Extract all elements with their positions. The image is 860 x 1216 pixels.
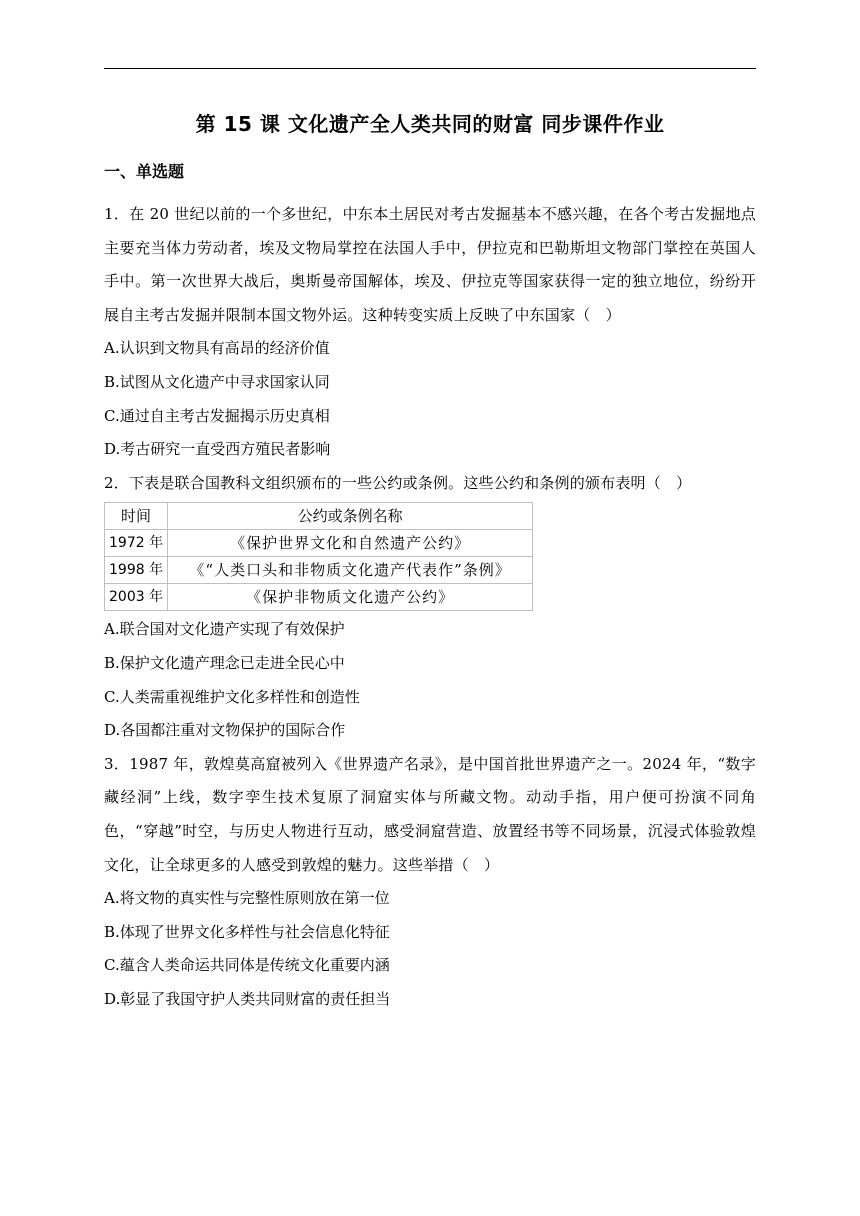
table-cell-name: 《保护非物质文化遗产公约》 — [168, 584, 533, 611]
table-header-year: 时间 — [105, 503, 168, 530]
table-row — [105, 557, 533, 584]
table-cell-year: 1972 年 — [105, 530, 168, 557]
table-cell-year: 2003 年 — [105, 584, 168, 611]
question-stem: 1．在 20 世纪以前的一个多世纪，中东本土居民对考古发掘基本不感兴趣，在各个考古发掘地点主要充当体力劳动者，埃及文物局掌控在法国人手中，伊拉克和巴勒斯坦文物部门掌控在英国人手中。第一次世界大战后，奥斯曼帝国解体，埃及、伊拉克等国家获得一定的独立地位，纷纷开展自主考古发掘并限制本国文物外运。这种转变实质上反映了中东国家（ ） — [104, 205, 756, 324]
conventions-table-wrapper — [104, 500, 756, 613]
section-heading: 一、单选题 — [104, 162, 185, 181]
table-cell-name: 《“人类口头和非物质文化遗产代表作”条例》 — [168, 557, 533, 584]
table-cell-name: 《保护世界文化和自然遗产公约》 — [168, 530, 533, 557]
question-stem: 2．下表是联合国教科文组织颁布的一些公约或条例。这些公约和条例的颁布表明（ ） — [104, 473, 692, 492]
option-c: C.通过自主考古发掘揭示历史真相 — [104, 406, 330, 425]
option-a: A.联合国对文化遗产实现了有效保护 — [104, 620, 345, 639]
question-3 — [104, 748, 756, 1017]
question-2 — [104, 467, 756, 748]
option-b: B.试图从文化遗产中寻求国家认同 — [104, 372, 330, 391]
option-c: C.人类需重视维护文化多样性和创造性 — [104, 687, 360, 706]
conventions-table — [104, 502, 533, 611]
question-list — [104, 198, 756, 1016]
option-d: D.考古研究一直受西方殖民者影响 — [104, 440, 331, 459]
option-d: D.各国都注重对文物保护的国际合作 — [104, 721, 346, 740]
table-row — [105, 584, 533, 611]
question-1 — [104, 198, 756, 467]
table-header-name: 公约或条例名称 — [168, 503, 533, 530]
option-a: A.将文物的真实性与完整性原则放在第一位 — [104, 889, 390, 908]
option-b: B.体现了世界文化多样性与社会信息化特征 — [104, 922, 390, 941]
question-stem: 3．1987 年，敦煌莫高窟被列入《世界遗产名录》，是中国首批世界遗产之一。2024 年，“数字藏经洞”上线，数字孪生技术复原了洞窟实体与所藏文物。动动手指，用户便可扮演不同角色，“穿越”时空，与历史人物进行互动，感受洞窟营造、放置经书等不同场景，沉浸式体验敦煌文化，让全球更多的人感受到敦煌的魅力。这些举措（ ） — [104, 754, 756, 874]
table-header-row — [105, 503, 533, 530]
option-b: B.保护文化遗产理念已走进全民心中 — [104, 653, 345, 672]
table-row — [105, 530, 533, 557]
option-a: A.认识到文物具有高昂的经济价值 — [104, 339, 330, 358]
table-cell-year: 1998 年 — [105, 557, 168, 584]
header-rule — [104, 68, 756, 69]
option-c: C.蕴含人类命运共同体是传统文化重要内涵 — [104, 956, 390, 975]
option-d: D.彰显了我国守护人类共同财富的责任担当 — [104, 989, 391, 1008]
document-title: 第 15 课 文化遗产全人类共同的财富 同步课件作业 — [195, 112, 665, 136]
